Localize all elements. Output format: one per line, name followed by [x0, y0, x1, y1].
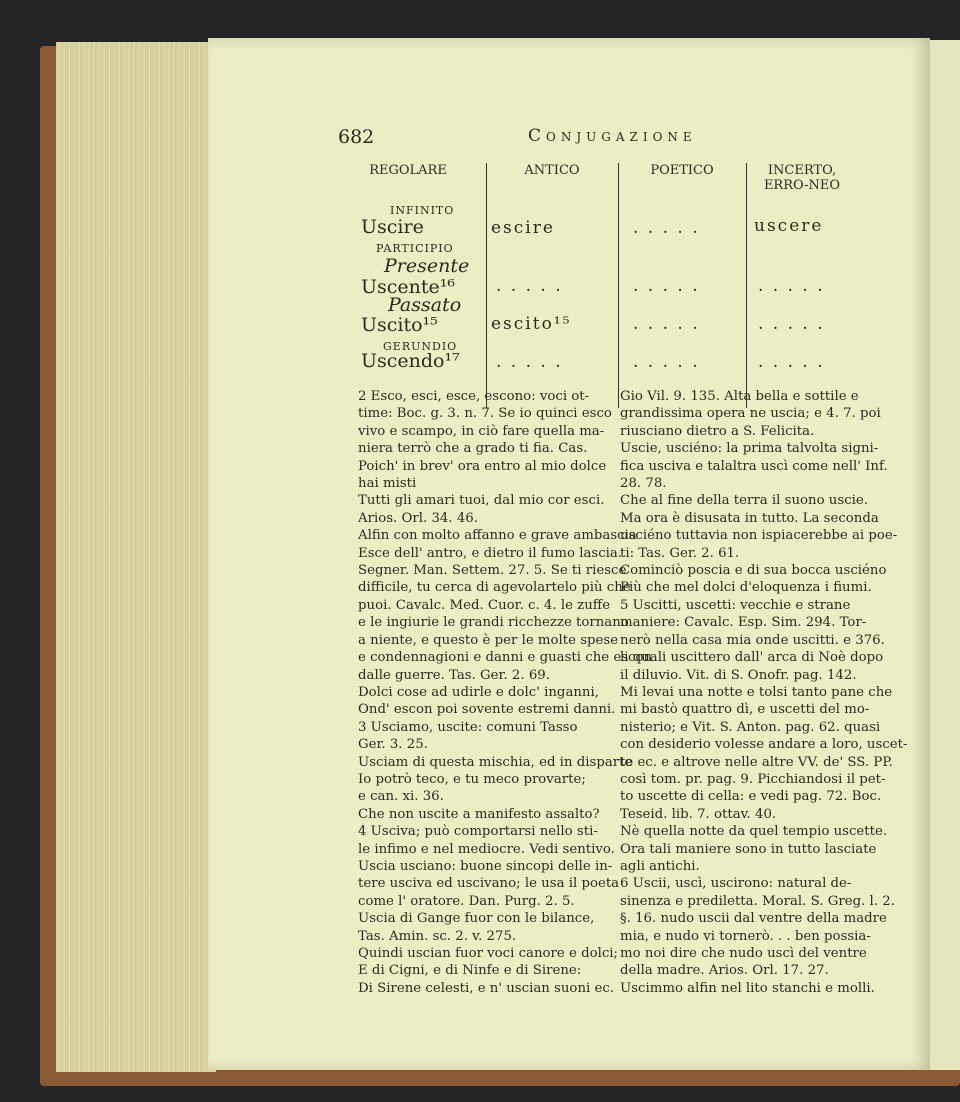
- text-line: niera terrò che a grado ti fia. Cas.: [358, 441, 588, 457]
- text-line: il diluvio. Vit. di S. Onofr. pag. 142.: [620, 667, 857, 683]
- text-line: le infimo e nel mediocre. Vedi sentivo.: [358, 841, 615, 857]
- text-line: Arios. Orl. 34. 46.: [358, 510, 478, 526]
- text-line: to uscette di cella: e vedi pag. 72. Boc.: [620, 789, 882, 805]
- text-line: come l' oratore. Dan. Purg. 2. 5.: [358, 893, 575, 909]
- text-line: maniere: Cavalc. Esp. Sim. 294. Tor-: [620, 615, 867, 631]
- verb-incerto: uscere: [754, 216, 824, 236]
- text-line: nerò nella casa mia onde uscitti. e 376.: [620, 632, 885, 648]
- text-line: usciéno tuttavia non ispiacerebbe ai poe-: [620, 528, 898, 544]
- column-header-antico: ANTICO: [524, 163, 580, 178]
- text-line: Uscia di Gange fuor con le bilance,: [358, 911, 595, 927]
- text-line: Poich' in brev' ora entro al mio dolce: [358, 458, 607, 474]
- text-line: Usciam di questa mischia, ed in disparte: [358, 754, 633, 770]
- column-divider: [618, 163, 619, 408]
- section-passato: Passato: [388, 294, 462, 316]
- verb-antico: escire: [491, 218, 555, 238]
- text-line: difficile, tu cerca di agevolartelo più che: [358, 580, 631, 596]
- verb-regolare: Uscente¹⁶: [361, 276, 455, 298]
- text-line: Di Sirene celesti, e n' uscian suoni ec.: [358, 980, 615, 996]
- verb-incerto: . . . . .: [758, 352, 825, 372]
- text-line: Ora tali maniere sono in tutto lasciate: [620, 841, 877, 857]
- text-line: mi bastò quattro dì, e uscetti del mo-: [620, 702, 870, 718]
- text-line: Ond' escon poi sovente estremi danni.: [358, 702, 616, 718]
- text-line: Uscimmo alfin nel lito stanchi e molli.: [620, 980, 875, 996]
- text-line: Uscie, usciéno: la prima talvolta signi-: [620, 441, 879, 457]
- section-presente: Presente: [384, 255, 470, 277]
- text-line: 2 Esco, esci, esce, escono: voci ot-: [358, 389, 590, 404]
- text-line: grandissima opera ne uscia; e 4. 7. poi: [620, 406, 881, 422]
- text-line: mo noi dire che nudo uscì del ventre: [620, 946, 867, 961]
- text-line: 5 Uscitti, uscetti: vecchie e strane: [620, 597, 851, 613]
- column-header-poetico: POETICO: [650, 163, 714, 178]
- page-content: [208, 38, 930, 1070]
- facing-page-edge: [930, 40, 960, 1070]
- text-line: 4 Usciva; può comportarsi nello sti-: [358, 824, 598, 840]
- column-header-regolare: REGOLARE: [369, 163, 447, 178]
- text-line: te ec. e altrove nelle altre VV. de' SS. PP.: [620, 754, 893, 770]
- text-line: e le ingiurie le grandi ricchezze tornano: [358, 615, 629, 631]
- text-line: Ma ora è disusata in tutto. La seconda: [620, 510, 879, 526]
- text-line: Dolci cose ad udirle e dolc' inganni,: [358, 684, 599, 700]
- text-line: time: Boc. g. 3. n. 7. Se io quinci esco: [358, 406, 612, 422]
- text-line: Tas. Amin. sc. 2. v. 275.: [358, 928, 517, 944]
- text-line: nisterio; e Vit. S. Anton. pag. 62. quasi: [620, 719, 881, 735]
- text-line: li quali uscittero dall' arca di Noè dopo: [620, 650, 884, 666]
- text-line: con desiderio volesse andare a loro, uscet-: [620, 737, 908, 753]
- text-line: tere usciva ed uscivano; le usa il poeta: [358, 876, 620, 892]
- text-line: Uscia usciano: buone sincopi delle in-: [358, 858, 613, 874]
- verb-regolare: Uscito¹⁵: [361, 314, 438, 336]
- verb-antico: escito¹⁵: [491, 314, 572, 334]
- verb-poetico: . . . . .: [633, 276, 700, 296]
- text-line: Quindi uscian fuor voci canore e dolci;: [358, 946, 619, 961]
- verb-poetico: . . . . .: [633, 352, 700, 372]
- text-line: della madre. Arios. Orl. 17. 27.: [620, 963, 829, 979]
- text-line: sinenza e prediletta. Moral. S. Greg. l. 2.: [620, 893, 895, 909]
- text-line: Che al fine della terra il suono uscie.: [620, 493, 868, 509]
- text-line: 3 Usciamo, uscite: comuni Tasso: [358, 719, 578, 735]
- text-line: Mi levai una notte e tolsi tanto pane che: [620, 684, 893, 700]
- text-line: mia, e nudo vi tornerò. . . ben possia-: [620, 928, 871, 944]
- verb-regolare: Uscendo¹⁷: [361, 350, 460, 372]
- running-title: Conjugazione: [528, 126, 697, 146]
- verb-incerto: . . . . .: [758, 276, 825, 296]
- column-header-incerto: INCERTO, ERRO-NEO: [763, 163, 841, 193]
- text-line: Cominciò poscia e di sua bocca usciéno: [620, 563, 887, 579]
- text-line: Alfin con molto affanno e grave ambascia: [358, 528, 637, 544]
- text-line: a niente, e questo è per le molte spese: [358, 632, 619, 648]
- text-line: Esce dell' antro, e dietro il fumo lascia.: [358, 545, 623, 561]
- text-line: 28. 78.: [620, 476, 667, 492]
- book-page: [208, 38, 930, 1070]
- text-line: e can. xi. 36.: [358, 789, 444, 805]
- right-text-column: [620, 388, 908, 997]
- verb-antico: . . . . .: [496, 276, 563, 296]
- text-line: e condennagioni e danni e guasti che escon: [358, 650, 653, 666]
- section-participio: PARTICIPIO: [376, 242, 454, 255]
- section-infinito: INFINITO: [390, 204, 455, 217]
- text-line: 6 Uscii, uscì, uscirono: natural de-: [620, 876, 852, 892]
- verb-poetico: . . . . .: [633, 314, 700, 334]
- text-line: fica usciva e talaltra uscì come nell' Inf.: [620, 458, 888, 474]
- text-line: Ger. 3. 25.: [358, 737, 428, 753]
- text-line: Segner. Man. Settem. 27. 5. Se ti riesce: [358, 563, 627, 579]
- text-line: puoi. Cavalc. Med. Cuor. c. 4. le zuffe: [358, 597, 611, 613]
- text-line: Gio Vil. 9. 135. Alta bella e sottile e: [620, 389, 859, 404]
- section-gerundio: GERUNDIO: [383, 340, 458, 353]
- column-divider: [486, 163, 487, 408]
- text-line: Più che mel dolci d'eloquenza i fiumi.: [620, 580, 872, 596]
- verb-incerto: . . . . .: [758, 314, 825, 334]
- text-line: dalle guerre. Tas. Ger. 2. 69.: [358, 667, 550, 683]
- text-line: vivo e scampo, in ciò fare quella ma-: [358, 423, 605, 439]
- column-divider: [746, 163, 747, 408]
- verb-poetico: . . . . .: [633, 218, 700, 238]
- text-line: riusciano dietro a S. Felicita.: [620, 423, 815, 439]
- text-line: Nè quella notte da quel tempio uscette.: [620, 824, 888, 840]
- text-line: E di Cigni, e di Ninfe e di Sirene:: [358, 963, 582, 979]
- verb-antico: . . . . .: [496, 352, 563, 372]
- verb-regolare: Uscire: [361, 216, 424, 238]
- text-line: agli antichi.: [620, 858, 700, 874]
- page-stack: [56, 42, 216, 1072]
- text-line: Tutti gli amari tuoi, dal mio cor esci.: [358, 493, 605, 509]
- page-number: 682: [338, 126, 375, 148]
- text-line: ti: Tas. Ger. 2. 61.: [620, 545, 740, 561]
- text-line: hai misti: [358, 476, 417, 492]
- text-line: così tom. pr. pag. 9. Picchiandosi il pet-: [620, 771, 886, 787]
- text-line: §. 16. nudo uscii dal ventre della madre: [620, 911, 887, 927]
- text-line: Io potrò teco, e tu meco provarte;: [358, 771, 586, 787]
- text-line: Che non uscite a manifesto assalto?: [358, 806, 600, 822]
- text-line: Teseid. lib. 7. ottav. 40.: [620, 806, 777, 822]
